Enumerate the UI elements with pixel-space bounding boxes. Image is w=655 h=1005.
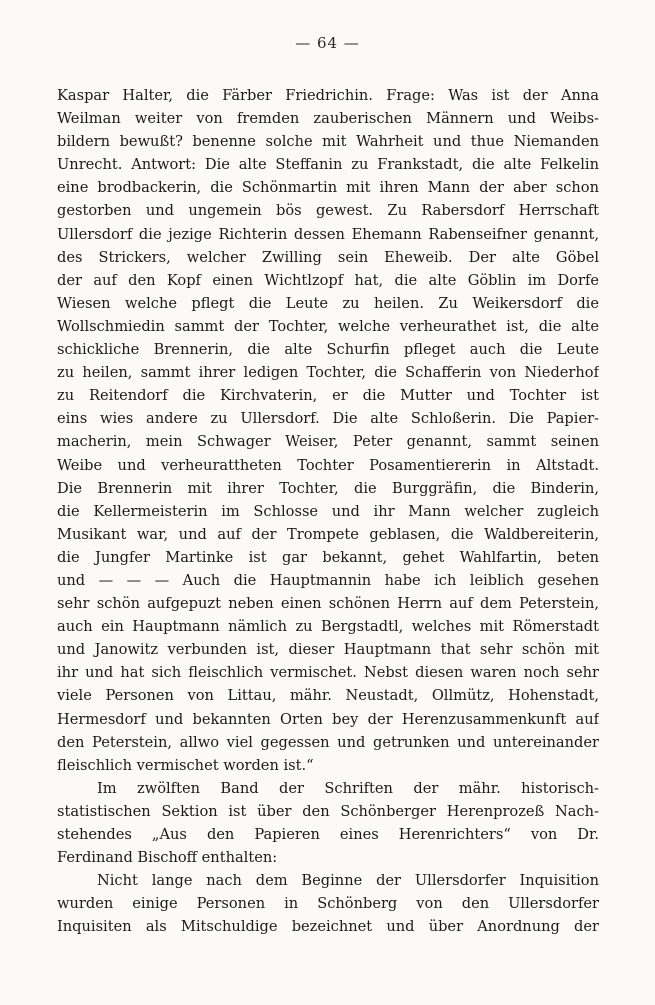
text-line: Kaspar Halter, die Färber Friedrichin. Frage: Was ist der Anna — [57, 87, 599, 104]
text-line: sehr schön aufgepuzt neben einen schönen Herrn auf dem Peterstein, — [57, 595, 599, 613]
text-line: Inquisiten als Mitschuldige bezeichnet und über Anordnung der — [57, 918, 599, 936]
text-line: wurden einige Personen in Schönberg von den Ullersdorfer — [57, 895, 599, 913]
text-line: statistischen Sektion ist über den Schönberger Herenprozeß Nach- — [57, 802, 599, 820]
text-line: die Jungfer Martinke ist gar bekannt, gehet Wahlfartin, beten — [57, 548, 599, 566]
text-line: viele Personen von Littau, mähr. Neustadt, Ollmütz, Hohenstadt, — [57, 687, 599, 705]
text-line: bildern bewußt? benenne solche mit Wahrheit und thue Niemanden — [57, 133, 599, 151]
text-line: gestorben und ungemein bös gewest. Zu Rabersdorf Herrschaft — [57, 202, 599, 220]
text-line: zu heilen, sammt ihrer ledigen Tochter, die Schafferin von Niederhof — [57, 364, 599, 382]
text-line: Musikant war, und auf der Trompete geblasen, die Waldbereiterin, — [57, 525, 599, 543]
paragraph-2 — [57, 777, 599, 869]
text-line: stehendes „Aus den Papieren eines Herenrichters“ von Dr. — [57, 826, 599, 843]
text-line: Im zwölften Band der Schriften der mähr. historisch- — [97, 779, 599, 797]
text-line: eine brodbackerin, die Schönmartin mit ihren Mann der aber schon — [57, 179, 599, 197]
text-line: Weibe und verheurattheten Tochter Posamentiererin in Altstadt. — [57, 456, 599, 474]
text-line: des Strickers, welcher Zwilling sein Eheweib. Der alte Göbel — [57, 248, 599, 266]
text-line: schickliche Brennerin, die alte Schurfin pfleget auch die Leute — [57, 341, 599, 359]
text-line: macherin, mein Schwager Weiser, Peter genannt, sammt seinen — [57, 433, 599, 451]
text-line: Wollschmiedin sammt der Tochter, welche verheurathet ist, die alte — [57, 317, 599, 335]
text-line: und — — — Auch die Hauptmannin habe ich leiblich gesehen — [57, 571, 599, 589]
text-line: zu Reitendorf die Kirchvaterin, er die Mutter und Tochter ist — [57, 387, 599, 405]
text-line: auch ein Hauptmann nämlich zu Bergstadtl, welches mit Römerstadt — [57, 618, 599, 636]
text-line: Unrecht. Antwort: Die alte Steffanin zu Frankstadt, die alte Felkelin — [57, 156, 599, 174]
paragraph-3 — [57, 869, 599, 938]
text-line: eins wies andere zu Ullersdorf. Die alte Schloßerin. Die Papier- — [57, 410, 599, 428]
text-line: Wiesen welche pflegt die Leute zu heilen. Zu Weikersdorf die — [57, 294, 599, 312]
text-line: Nicht lange nach dem Beginne der Ullersdorfer Inquisition — [97, 872, 599, 890]
text-line: Die Brennerin mit ihrer Tochter, die Burggräfin, die Binderin, — [57, 479, 599, 497]
text-line: der auf den Kopf einen Wichtlzopf hat, die alte Göblin im Dorfe — [57, 271, 599, 289]
page-number: — 64 — — [295, 34, 360, 52]
body-text — [57, 84, 599, 938]
text-line: Ullersdorf die jezige Richterin dessen Ehemann Rabenseifner genannt, — [57, 225, 599, 243]
text-line: ihr und hat sich fleischlich vermischet. Nebst diesen waren noch sehr — [57, 664, 599, 682]
text-line: und Janowitz verbunden ist, dieser Hauptmann that sehr schön mit — [57, 641, 599, 659]
text-line: Weilman weiter von fremden zauberischen Männern und Weibs- — [57, 110, 599, 128]
paragraph-1 — [57, 84, 599, 777]
text-line: fleischlich vermischet worden ist.“ — [57, 756, 314, 774]
text-line: die Kellermeisterin im Schlosse und ihr Mann welcher zugleich — [57, 502, 599, 520]
text-line: den Peterstein, allwo viel gegessen und getrunken und untereinander — [57, 733, 599, 751]
text-line: Hermesdorf und bekannten Orten bey der Herenzusammenkunft auf — [57, 710, 599, 728]
text-line: Ferdinand Bischoff enthalten: — [57, 849, 278, 867]
